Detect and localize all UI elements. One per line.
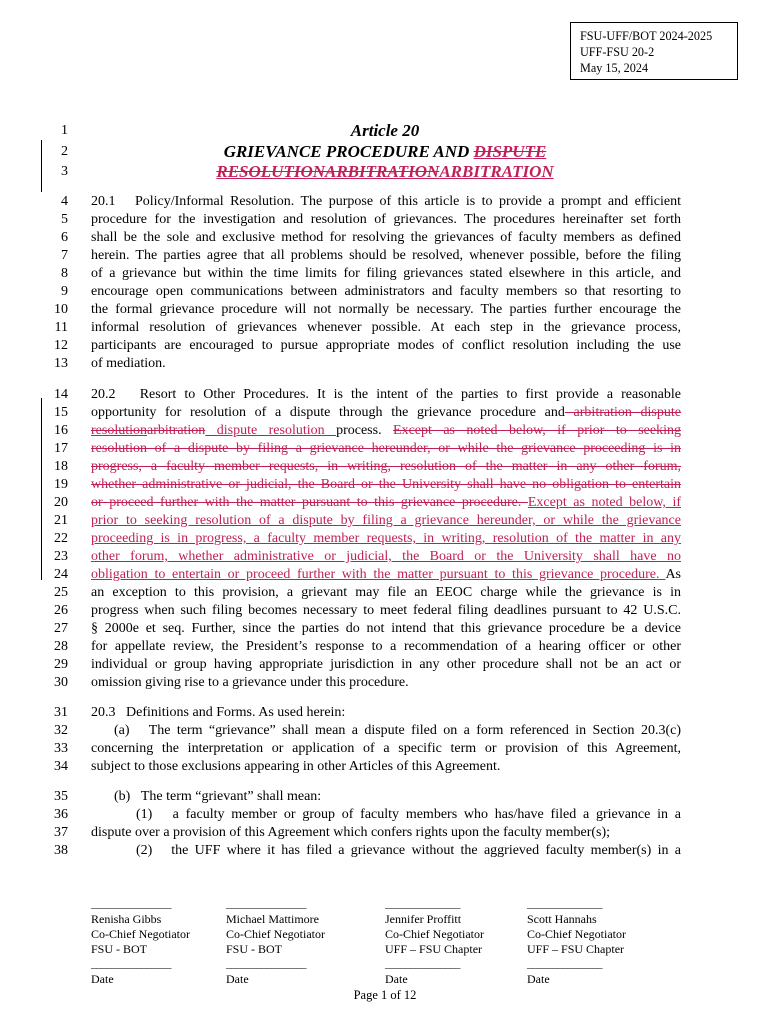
line-number: 10 [54, 302, 68, 317]
text-line: shall be the sole and exclusive method for resolving the grievances of faculty members as defined [91, 230, 681, 245]
date-label: Date [527, 972, 550, 986]
signatory [226, 912, 325, 957]
text-line: § 2000e et seq. Further, since the parties do not intend that this grievance procedure be a device [91, 621, 681, 636]
text-line [91, 513, 681, 529]
text-line: 20.2 Resort to Other Procedures. It is the intent of the parties to first provide a reasonable [91, 387, 681, 402]
date-label: Date [385, 972, 408, 986]
text-run: opportunity for resolution of a dispute through the grievance procedure and [91, 405, 565, 420]
text-line [91, 423, 681, 439]
article-title-line3 [90, 162, 680, 182]
text-line: encourage open communications between administrators and faculty members so that resorting to [91, 284, 681, 299]
line-number: 9 [61, 284, 68, 299]
signer-title: Co-Chief Negotiator [527, 927, 626, 941]
title-inserted: ARBITRATION [439, 162, 554, 181]
text-line: (a) The term “grievance” shall mean a dispute filed on a form referenced in Section 20.3(c) [114, 723, 681, 738]
line-number: 27 [54, 621, 68, 636]
line-number: 32 [54, 723, 68, 738]
date-line[interactable]: ________________ [91, 958, 171, 970]
date-line[interactable]: _______________ [527, 958, 602, 970]
text-line [91, 477, 681, 493]
deleted-text: arbitration [147, 423, 206, 438]
proposal-date: May 15, 2024 [580, 61, 649, 75]
change-bar [41, 140, 42, 192]
signature-line[interactable]: _______________ [385, 898, 460, 910]
text-line: (b) The term “grievant” shall mean: [114, 789, 322, 804]
signer-org: UFF – FSU Chapter [385, 942, 483, 956]
line-number: 16 [54, 423, 68, 438]
page-number: Page 1 of 12 [353, 988, 417, 1002]
text-line: omission giving rise to a grievance under this procedure. [91, 675, 409, 690]
date-label: Date [91, 972, 114, 986]
line-number: 19 [54, 477, 68, 492]
signatory [527, 912, 626, 957]
line-number: 34 [54, 759, 68, 774]
date-label: Date [226, 972, 249, 986]
line-number: 21 [54, 513, 68, 528]
signature-line[interactable]: ________________ [91, 898, 171, 910]
signer-name: Scott Hannahs [527, 912, 597, 926]
text-line [91, 567, 681, 583]
line-number: 37 [54, 825, 68, 840]
text-line: for appellate review, the President’s response to a recommendation of a hearing officer or other [91, 639, 681, 654]
line-number: 15 [54, 405, 68, 420]
line-number: 20 [54, 495, 68, 510]
text-line: individual or group having appropriate jurisdiction in any other procedure shall not be an act or [91, 657, 681, 672]
signer-org: UFF – FSU Chapter [527, 942, 625, 956]
line-number: 35 [54, 789, 68, 804]
line-number: 6 [61, 230, 68, 245]
signer-name: Renisha Gibbs [91, 912, 162, 926]
line-number: 1 [61, 123, 68, 138]
date-line[interactable]: _______________ [385, 958, 460, 970]
text-line [91, 459, 681, 475]
text-line [91, 495, 681, 511]
line-number: 14 [54, 387, 68, 402]
signatory [385, 912, 484, 957]
line-number: 30 [54, 675, 68, 690]
inserted-text: other forum, whether administrative or judicial, the Board or the University shall have no [91, 549, 681, 564]
inserted-text: Except as noted below, if [527, 495, 681, 510]
title-text: GRIEVANCE PROCEDURE AND [223, 142, 474, 161]
line-number: 2 [61, 144, 68, 159]
line-number: 7 [61, 248, 68, 263]
text-line: (2) the UFF where it has filed a grievance without the aggrieved faculty member(s) in a [136, 843, 681, 858]
line-number: 22 [54, 531, 68, 546]
deleted-text: progress, a faculty member requests, in writing, resolution of the matter in any other forum, [91, 459, 681, 474]
text-line: the formal grievance procedure will not normally be necessary. The parties further encourage the [91, 302, 681, 317]
line-number: 12 [54, 338, 68, 353]
text-line: 20.1 Policy/Informal Resolution. The purpose of this article is to provide a prompt and efficient [91, 194, 681, 209]
text-line: subject to those exclusions appearing in other Articles of this Agreement. [91, 759, 501, 774]
deleted-text: resolution [91, 423, 147, 438]
deleted-text: dispute [640, 405, 681, 420]
text-line: (1) a faculty member or group of faculty members who has/have filed a grievance in a [136, 807, 681, 822]
text-line: procedure for the investigation and resolution of grievances. The procedures hereinafter set forth [91, 212, 681, 227]
text-line [91, 531, 681, 547]
deleted-text: Except as noted below, if prior to seeking [393, 423, 681, 438]
inserted-text: proceeding is in progress, a faculty member requests, in writing, resolution of the matter in any [91, 531, 681, 546]
text-line: progress when such filing becomes necessary to meet federal filing deadlines pursuant to 42 U.S.C. [91, 603, 681, 618]
signer-org: FSU - BOT [226, 942, 283, 956]
line-number: 38 [54, 843, 68, 858]
article-number: Article 20 [350, 121, 420, 140]
inserted-text: dispute resolution [205, 423, 337, 438]
signer-title: Co-Chief Negotiator [91, 927, 190, 941]
line-number: 36 [54, 807, 68, 822]
date-line[interactable]: ________________ [226, 958, 306, 970]
document-header-box [570, 22, 738, 80]
signer-title: Co-Chief Negotiator [385, 927, 484, 941]
signer-name: Jennifer Proffitt [385, 912, 462, 926]
text-run: As [665, 567, 681, 582]
signature-line[interactable]: _______________ [527, 898, 602, 910]
signer-title: Co-Chief Negotiator [226, 927, 325, 941]
line-number: 4 [61, 194, 68, 209]
text-line [91, 405, 681, 421]
line-number: 17 [54, 441, 68, 456]
text-line: informal resolution of grievances whenever possible. At each step in the grievance process, [91, 320, 681, 335]
signatory [91, 912, 190, 957]
text-line: participants are encouraged to pursue appropriate modes of conflict resolution including the use [91, 338, 681, 353]
text-line: 20.3 Definitions and Forms. As used herein: [91, 705, 346, 720]
text-line: herein. The parties agree that all problems should be resolved, whenever possible, before the filing [91, 248, 681, 263]
contract-id: FSU-UFF/BOT 2024-2025 [580, 29, 713, 43]
signer-org: FSU - BOT [91, 942, 148, 956]
line-number: 23 [54, 549, 68, 564]
line-number: 24 [54, 567, 68, 582]
inserted-text: prior to seeking resolution of a dispute by filing a grievance hereunder, or while the grievance [91, 513, 681, 528]
line-number: 29 [54, 657, 68, 672]
change-bar [41, 398, 42, 580]
deleted-text: or proceed further with the matter pursuant to this grievance procedure. [91, 495, 528, 510]
article-title [90, 142, 680, 162]
text-line: dispute over a provision of this Agreement which confers rights upon the faculty member(s); [91, 825, 611, 840]
proposal-id: UFF-FSU 20-2 [580, 45, 655, 59]
deleted-text: whether administrative or judicial, the Board or the University shall have no obligation to entertain [91, 477, 681, 492]
inserted-text: obligation to entertain or proceed further with the matter pursuant to this grievance procedure. [91, 567, 666, 582]
line-number: 33 [54, 741, 68, 756]
line-number: 25 [54, 585, 68, 600]
text-line: of a grievance but within the time limits for filing grievances stated elsewhere in this article, and [91, 266, 681, 281]
text-line [91, 441, 681, 457]
title-deleted: RESOLUTIONARBITRATION [216, 162, 440, 181]
text-run: process. [336, 423, 394, 438]
signature-line[interactable]: ________________ [226, 898, 306, 910]
line-number: 31 [54, 705, 68, 720]
text-line: concerning the interpretation or application of a specific term or provision of this Agreement, [91, 741, 681, 756]
line-number: 18 [54, 459, 68, 474]
deleted-text: arbitration [564, 405, 641, 420]
line-number: 5 [61, 212, 68, 227]
line-number: 26 [54, 603, 68, 618]
line-number: 8 [61, 266, 68, 281]
line-number: 3 [61, 164, 68, 179]
text-line [91, 549, 681, 565]
line-number: 13 [54, 356, 68, 371]
line-number: 28 [54, 639, 68, 654]
text-line: an exception to this provision, a grievant may file an EEOC charge while the grievance is in [91, 585, 681, 600]
signer-name: Michael Mattimore [226, 912, 319, 926]
text-line: of mediation. [91, 356, 166, 371]
line-number: 11 [54, 320, 68, 335]
title-deleted: DISPUTE [473, 142, 547, 161]
deleted-text: resolution of a dispute by filing a grievance hereunder, or while the grievance proceeding is in [91, 441, 681, 456]
